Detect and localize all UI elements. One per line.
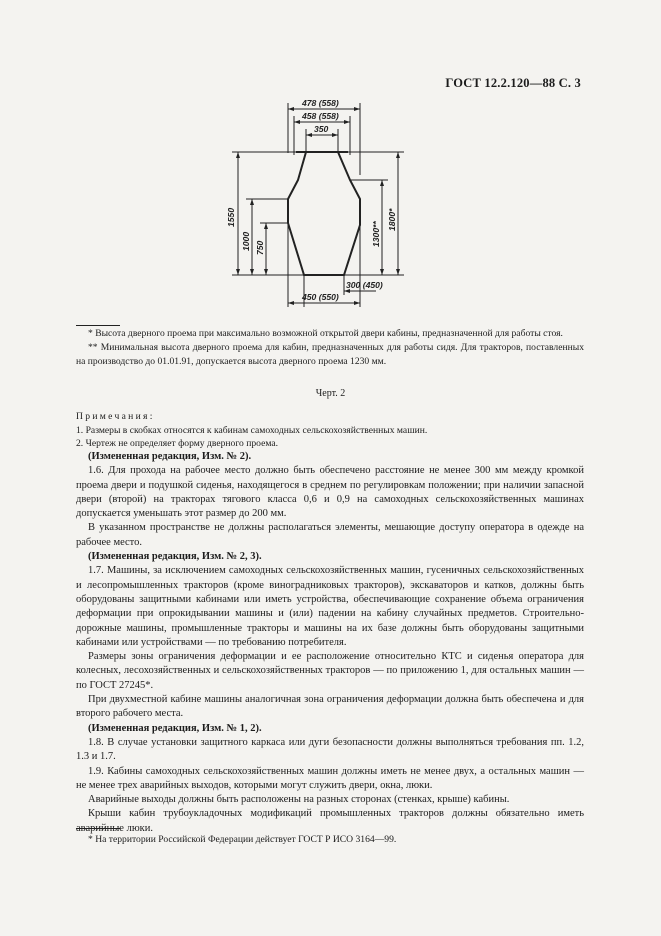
dim-label-1300: 1300** <box>371 221 381 247</box>
dim-label-top-outer: 478 (558) <box>302 98 339 108</box>
notes-title: Примечания: <box>76 411 155 422</box>
paragraph: 1.7. Машины, за исключением самоходных сельскохозяйственных машин, гусеничных сельскохозяйственных и лесопромышленных тракторов (кроме виноградниковых тракторов), экскаваторов и катков, должны быть оборудованы защитными кабинами или иметь устройства, обеспечивающие сохранение объема ограничения деформации при опрокидывании машины и (или) падении на кабину случайных предметов. Строительно-дорожные машины, промышленные тракторы и машины на их базе должны быть оборудованы защитными кабинами или устройствами — по требованию потребителя. <box>76 565 584 648</box>
paragraph: 1.9. Кабины самоходных сельскохозяйственных машин должны иметь не менее двух, а остальных машин — не менее трех аварийных выходов, которыми могут служить двери, окна, люки. <box>76 765 584 791</box>
footnote-1: * Высота дверного проема при максимально возможной открытой двери кабины, предназначенной для работы стоя. <box>88 328 563 339</box>
paragraph: 1.8. В случае установки защитного каркаса или дуги безопасности должны выполняться требования пп. 1.2, 1.3 и 1.7. <box>76 736 584 763</box>
page-header: ГОСТ 12.2.120—88 С. 3 <box>445 76 581 90</box>
dim-label-750: 750 <box>255 240 265 255</box>
footnotes-top <box>76 327 584 369</box>
body-text <box>76 450 584 836</box>
dim-label-1800: 1800* <box>387 208 397 231</box>
footnote-rule-top <box>76 325 120 326</box>
dim-label-bottom-outer: 450 (550) <box>302 292 339 302</box>
footnote-bottom <box>76 833 584 847</box>
door-outline <box>288 152 360 275</box>
paragraph: Аварийные выходы должны быть расположены на разных сторонах (стенках, крыше) кабины. <box>88 794 510 806</box>
notes-block <box>76 410 584 451</box>
dim-label-1550: 1550 <box>226 207 236 227</box>
paragraph: 1.6. Для прохода на рабочее место должно быть обеспечено расстояние не менее 300 мм между кромкой проема двери и подушкой сиденья, находящегося в среднем по регулировкам положении; при наличии запасной двери (второй) на тракторах тягового класса 0,6 и 0,9 на самоходных сельскохозяйственных машинах допускается уменьшать этот размер до 200 мм. <box>76 465 584 520</box>
figure-caption: Черт. 2 <box>315 388 346 399</box>
amendment-note: (Измененная редакция, Изм. № 1, 2). <box>88 722 262 734</box>
footnote-bottom-text: * На территории Российской Федерации действует ГОСТ Р ИСО 3164—99. <box>88 834 397 845</box>
note-item: 2. Чертеж не определяет форму дверного проема. <box>76 438 279 449</box>
paragraph: Размеры зоны ограничения деформации и ее расположение относительно КТС и сиденья оператора для колесных, лесохозяйственных и сельскохозяйственных тракторов — по приложению 1, для остальных машин — по ГОСТ 27245*. <box>76 651 584 691</box>
footnote-2: ** Минимальная высота дверного проема для кабин, предназначенных для работы сидя. Для тракторов, поставленных на производство до 01.01.91, допускается высота дверного проема 1230 мм. <box>76 342 584 367</box>
door-opening-drawing <box>210 95 420 325</box>
amendment-note: (Измененная редакция, Изм. № 2). <box>88 451 252 462</box>
paragraph: В указанном пространстве не должны располагаться элементы, мешающие доступу оператора в одежде на рабочее место. <box>76 522 584 548</box>
dim-label-1000: 1000 <box>241 231 251 251</box>
dim-label-bottom-inner: 300 (450) <box>346 280 383 290</box>
footnote-rule-bottom <box>76 828 120 829</box>
amendment-note: (Измененная редакция, Изм. № 2, 3). <box>88 551 262 563</box>
paragraph: Крыши кабин трубоукладочных модификаций промышленных тракторов должны обязательно иметь аварийные люки. <box>76 808 584 834</box>
dim-label-top-mid: 458 (558) <box>302 111 339 121</box>
dim-label-top-inner: 350 <box>314 124 329 134</box>
note-item: 1. Размеры в скобках относятся к кабинам самоходных сельскохозяйственных машин. <box>76 424 428 436</box>
paragraph: При двухместной кабине машины аналогичная зона ограничения деформации должна быть обеспечена и для второго рабочего места. <box>76 694 584 720</box>
